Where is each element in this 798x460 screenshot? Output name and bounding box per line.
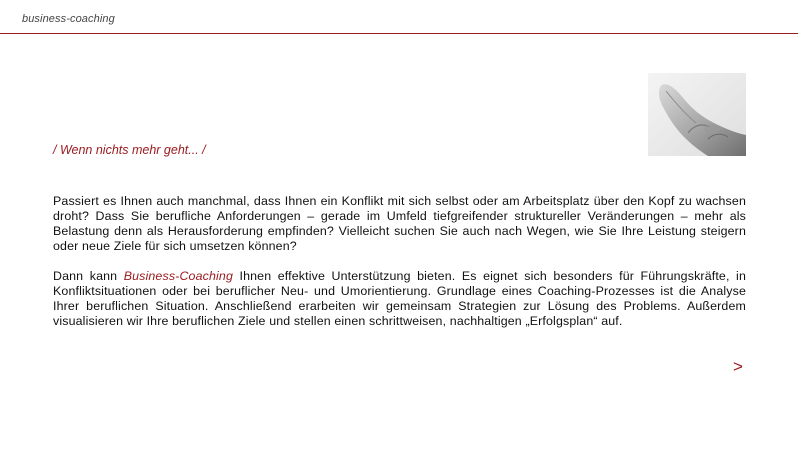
hand-gesture-image [648, 73, 746, 156]
paragraph-suffix: Ihnen effektive Unterstützung bieten. Es eignet sich besonders für Führungskräfte, in Konfliktsituationen oder bei beruflicher Neu- und Umorientierung. Grundlage eines Coaching-Prozesses ist die Analyse Ihrer beruflichen Situation. Anschließend erarbeiten wir gemeinsam Strategien zur Lösung des Problems. Außerdem visualisieren wir Ihre beruflichen Ziele und stellen einen schrittweisen, nachhaltigen „Erfolgsplan“ auf. [53, 269, 746, 328]
intro-paragraph: Passiert es Ihnen auch manchmal, dass Ihnen ein Konflikt mit sich selbst oder am Arbeitsplatz über den Kopf zu wachsen droht? Dass Sie berufliche Anforderungen – gerade im Umfeld tiefgreifender struktureller Veränderungen – mehr als Belastung denn als Herausforderung empfinden? Vielleicht suchen Sie auch nach Wegen, wie Sie Ihre Leistung steigern oder neue Ziele für sich umsetzen können? [53, 194, 746, 253]
section-heading: / Wenn nichts mehr geht... / [53, 143, 206, 157]
site-title: business-coaching [22, 13, 115, 25]
next-page-link[interactable]: > [733, 357, 743, 376]
paragraph-prefix: Dann kann [53, 269, 124, 283]
hand-gesture-icon [648, 73, 746, 156]
business-coaching-highlight: Business-Coaching [123, 269, 233, 283]
body-text [53, 194, 746, 344]
coaching-paragraph [53, 269, 746, 329]
header-divider [0, 33, 798, 34]
